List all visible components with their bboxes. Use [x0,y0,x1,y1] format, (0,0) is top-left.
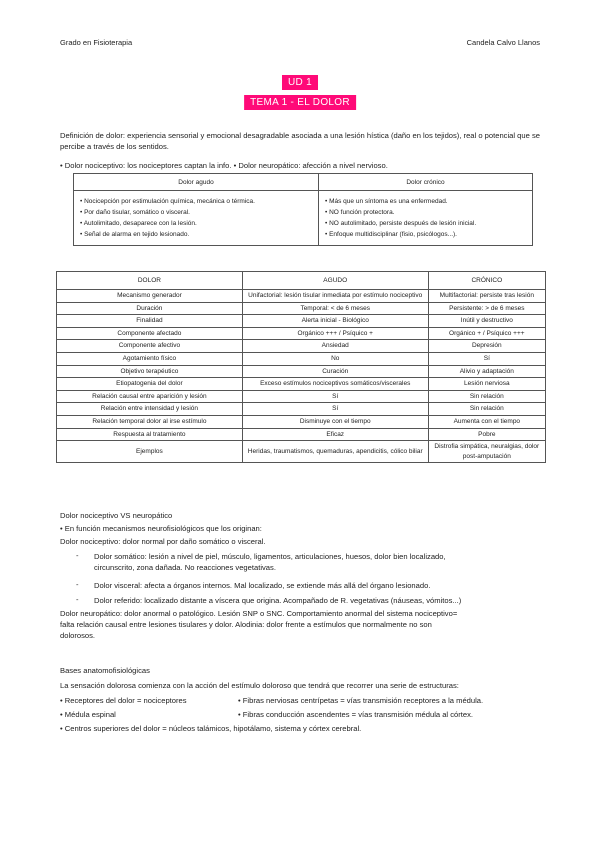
list-item: • Receptores del dolor = nociceptores [60,696,187,705]
agudo-cell: Sí [242,390,428,403]
table-row [57,302,546,315]
cronico-cell: Multifactorial: persiste tras lesión [428,290,545,303]
section3-intro: La sensación dolorosa comienza con la acción del estímulo doloroso que tendrá que recorrer una serie de estructuras: [60,681,459,690]
types-line: • Dolor nociceptivo: los nociceptores captan la info. • Dolor neuropático: afección a nivel nervioso. [60,161,388,170]
agudo-cell: No [242,352,428,365]
list-item: • Enfoque multidisciplinar (fisio, psicólogos...). [325,231,457,238]
table-row [57,403,546,416]
table-row [57,365,546,378]
line: Dolor neuropático: dolor anormal o patológico. Lesión SNP o SNC. Comportamiento anormal del sistema nociceptivo= [60,609,458,618]
line: dolorosos. [60,631,96,640]
list-item: • Médula espinal [60,710,116,719]
definition-paragraph: Definición de dolor: experiencia sensorial y emocional desagradable asociada a una lesión hística (daño en los tejidos), real o potencial que se percibe a través de los sentidos. [60,131,540,151]
cronico-cell: Aumenta con el tiempo [428,415,545,428]
table1-header-agudo: Dolor agudo [74,174,319,191]
bullet-visceral: Dolor visceral: afecta a órganos internos. Mal localizado, se extiende más allá del órgano lesionado. [94,581,431,590]
cronico-cell: Lesión nerviosa [428,378,545,391]
table1-cronico-cell [319,191,533,246]
table-row [57,390,546,403]
section3-last: • Centros superiores del dolor = núcleos talámicos, hipotálamo, sistema y córtex cerebral. [60,724,362,733]
row-label: Respuesta al tratamiento [57,428,243,441]
dash-marker: - [76,595,79,604]
agudo-cell: Eficaz [242,428,428,441]
list-item: • Fibras nerviosas centrípetas = vías transmisión receptores a la médula. [238,696,484,705]
dash-marker: - [76,580,79,589]
dash-marker: - [76,551,79,560]
unit-title: UD 1 [282,75,318,90]
list-item: • Más que un síntoma es una enfermedad. [325,198,448,205]
row-label: Objetivo terapéutico [57,365,243,378]
section2-intro: • En función mecanismos neurofisiológicos que los originan: [60,524,262,533]
agudo-cell: Orgánico +++ / Psíquico + [242,327,428,340]
header-right: Candela Calvo Llanos [466,38,540,47]
agudo-cell: Disminuye con el tiempo [242,415,428,428]
agudo-cell: Sí [242,403,428,416]
table-row [57,290,546,303]
cronico-cell: Persistente: > de 6 meses [428,302,545,315]
row-label: Relación causal entre aparición y lesión [57,390,243,403]
row-label: Mecanismo generador [57,290,243,303]
cronico-cell: Sin relación [428,403,545,416]
section3-title: Bases anatomofisiológicas [60,666,150,675]
table2-header-cronico: CRÓNICO [428,272,545,290]
cronico-cell: Orgánico + / Psíquico +++ [428,327,545,340]
table2-header-dolor: DOLOR [57,272,243,290]
row-label: Agotamiento físico [57,352,243,365]
bullet-somatico [94,551,549,573]
list-item: • Señal de alarma en tejido lesionado. [80,231,190,238]
table-row [57,415,546,428]
row-label: Relación temporal dolor al irse estímulo [57,415,243,428]
table-row [57,378,546,391]
table-row [57,428,546,441]
table2-header-row [57,272,546,290]
agudo-cell: Curación [242,365,428,378]
table2-header-agudo: AGUDO [242,272,428,290]
line: falta relación causal entre lesiones tisulares y dolor. Alodinia: dolor frente a estímulos que normalmente no son [60,620,432,629]
list-item: • Nocicepción por estimulación química, mecánica o térmica. [80,198,255,205]
nociceptive-definition: Dolor nociceptivo: dolor normal por daño somático o visceral. [60,537,266,546]
section2-title: Dolor nociceptivo VS neuropático [60,511,173,520]
table-row [57,315,546,328]
row-label: Ejemplos [57,441,243,463]
agudo-cell: Unifactorial: lesión tisular inmediata por estímulo nociceptivo [242,290,428,303]
table-row [57,340,546,353]
agudo-cell: Alerta inicial - Biológico [242,315,428,328]
table1-header-cronico: Dolor crónico [319,174,533,191]
row-label: Componente afectivo [57,340,243,353]
table-row [57,441,546,463]
agudo-cell: Temporal: < de 6 meses [242,302,428,315]
table-row [57,327,546,340]
line: Dolor somático: lesión a nivel de piel, músculo, ligamentos, articulaciones, huesos, dolor bien localizado, [94,552,446,561]
section3-right-column [238,695,548,720]
table-row [57,352,546,365]
cronico-cell: Sí [428,352,545,365]
topic-title: TEMA 1 - EL DOLOR [244,95,356,110]
agudo-cell: Heridas, traumatismos, quemaduras, apendicitis, cólico biliar [242,441,428,463]
comparison-table-2 [56,271,546,463]
cronico-cell: Alivio y adaptación [428,365,545,378]
bullet-referido: Dolor referido: localizado distante a víscera que origina. Acompañado de R. vegetativas (náuseas, vómitos...) [94,596,462,605]
cronico-cell: Sin relación [428,390,545,403]
row-label: Finalidad [57,315,243,328]
agudo-cell: Ansiedad [242,340,428,353]
list-item: • Fibras conducción ascendentes = vías transmisión médula al córtex. [238,710,474,719]
cronico-cell: Pobre [428,428,545,441]
comparison-table-1 [73,173,533,246]
list-item: • NO función protectora. [325,209,395,216]
cronico-cell: Inútil y destructivo [428,315,545,328]
row-label: Etiopatogenia del dolor [57,378,243,391]
list-item: • NO autolimitado, persiste después de lesión inicial. [325,220,477,227]
line: circunscrito, zona dañada. No reacciones vegetativas. [94,563,276,572]
section3-left-column [60,695,235,720]
neuropathic-definition [60,608,550,641]
agudo-cell: Exceso estímulos nociceptivos somáticos/viscerales [242,378,428,391]
list-item: • Por daño tisular, somático o visceral. [80,209,190,216]
list-item: • Autolimitado, desaparece con la lesión. [80,220,197,227]
row-label: Duración [57,302,243,315]
header-left: Grado en Fisioterapia [60,38,133,47]
cronico-cell: Depresión [428,340,545,353]
table1-agudo-cell [74,191,319,246]
row-label: Componente afectado [57,327,243,340]
cronico-cell: Distrofia simpática, neuralgias, dolor post-amputación [428,441,545,463]
row-label: Relación entre intensidad y lesión [57,403,243,416]
